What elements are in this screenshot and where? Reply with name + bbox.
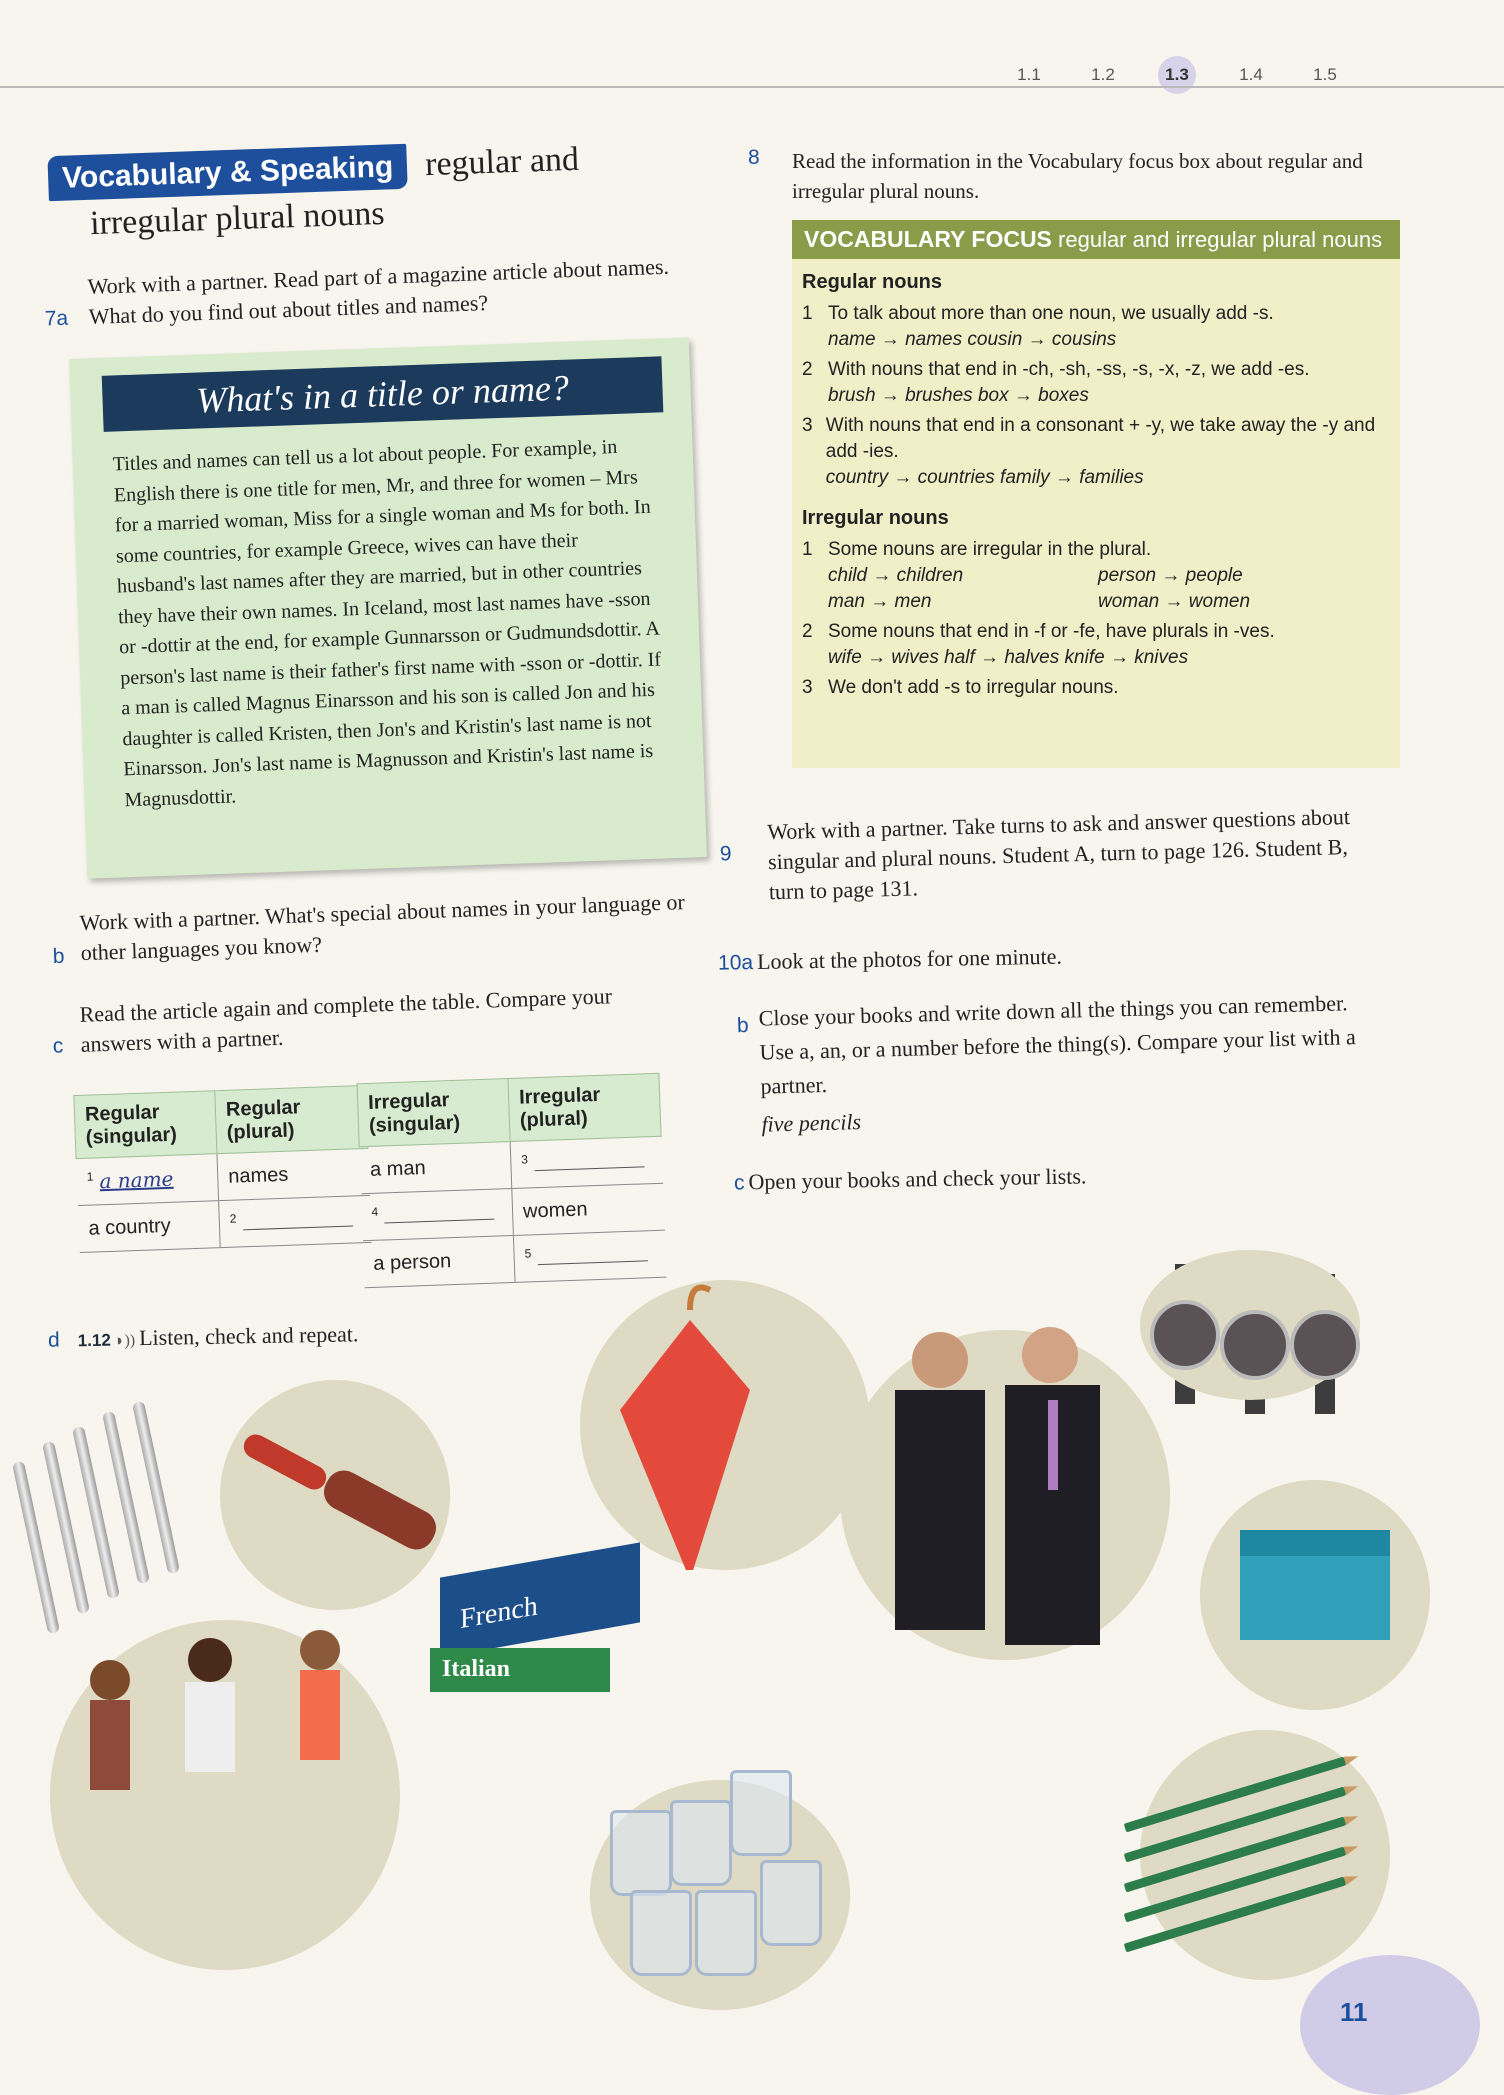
question-text: Close your books and write down all the things you can remember. Use a, an, or a number before the thing(s). Compare your list with a partner. bbox=[758, 990, 1357, 1099]
table-cell: a person bbox=[363, 1235, 516, 1287]
rule-number: 2 bbox=[802, 621, 813, 642]
article-body: Titles and names can tell us a lot about people. For example, in English there is one title for men, Mr, and three for women – Mrs for a married woman, Miss for a single woman and Ms for both. In some countries, for example Greece, wives can have their husband's last names after they are married, but in other countries they have their own names. In Iceland, most last names have -sson or -dottir at the end, for example Gunnarsson or Gudmundsdottir. A person's last name is their father's first name with -sson or -dottir. If a man is called Magnus Einarsson and his son is called Jon and his daughter is called Kristen, then Jon's and Kristin's last name is not Einarsson. Jon's last name is Magnusson and Kristin's last name is Magnusdottir. bbox=[112, 435, 662, 811]
rule-text: Some nouns that end in -f or -fe, have plurals in -ves. bbox=[828, 621, 1275, 642]
section-badge: Vocabulary & Speaking bbox=[47, 144, 408, 202]
rule-examples: brush → brushes box → boxes bbox=[828, 385, 1089, 406]
hairbrush-photo bbox=[220, 1380, 450, 1610]
nav-item[interactable]: 1.2 bbox=[1091, 65, 1115, 84]
blank-number: 5 bbox=[524, 1245, 532, 1261]
question-number: c bbox=[733, 1171, 745, 1195]
vocabulary-focus-header bbox=[792, 220, 1400, 259]
rule-item bbox=[802, 537, 1400, 615]
rule-example: child → children bbox=[828, 565, 964, 586]
question-text: Work with a partner. Read part of a magazine article about names. What do you find out about titles and names? bbox=[87, 253, 670, 329]
blank-number: 2 bbox=[229, 1211, 237, 1226]
rule-examples: name → names cousin → cousins bbox=[828, 329, 1117, 350]
answer-blank[interactable] bbox=[537, 1242, 648, 1265]
watch-icon bbox=[1150, 1300, 1220, 1370]
question-number: 8 bbox=[748, 146, 760, 169]
rule-text: Some nouns are irregular in the plural. bbox=[828, 539, 1152, 560]
header-divider bbox=[0, 86, 1504, 88]
question-number: 10a bbox=[717, 951, 754, 975]
question-number: b bbox=[52, 944, 65, 969]
rule-item bbox=[802, 619, 1400, 671]
table-header: Regular (singular) bbox=[74, 1091, 217, 1159]
glass-icon bbox=[670, 1800, 732, 1886]
question-text: Read the article again and complete the table. Compare your answers with a partner. bbox=[79, 983, 613, 1057]
table-cell: a country bbox=[78, 1201, 221, 1253]
rule-number: 2 bbox=[802, 359, 813, 380]
table-cell: a man bbox=[359, 1142, 512, 1194]
table-header: Irregular (singular) bbox=[357, 1079, 510, 1147]
question-text: Listen, check and repeat. bbox=[138, 1321, 359, 1351]
question-8 bbox=[748, 146, 1388, 206]
nav-item[interactable]: 1.1 bbox=[1017, 65, 1041, 84]
rule-number: 1 bbox=[802, 303, 813, 324]
question-text: Read the information in the Vocabulary focus box about regular and irregular plural nouns. bbox=[792, 149, 1363, 203]
rule-text: With nouns that end in a consonant + -y, we take away the -y and add -ies. bbox=[825, 415, 1376, 462]
rule-number: 3 bbox=[802, 677, 813, 698]
question-10a bbox=[718, 936, 1368, 977]
rule-item bbox=[802, 675, 1400, 701]
article-title: What's in a title or name? bbox=[102, 356, 664, 432]
nav-item[interactable]: 1.4 bbox=[1239, 65, 1263, 84]
question-number: d bbox=[47, 1328, 60, 1352]
question-text: Look at the photos for one minute. bbox=[756, 943, 1063, 974]
umbrella-photo bbox=[580, 1280, 870, 1570]
vocabulary-focus-title: regular and irregular plural nouns bbox=[1058, 227, 1383, 252]
box-photo bbox=[1200, 1480, 1430, 1710]
rule-text: We don't add -s to irregular nouns. bbox=[828, 677, 1119, 698]
answer-blank[interactable] bbox=[242, 1207, 353, 1230]
children-photo bbox=[50, 1620, 400, 1970]
hairbrush-icon bbox=[220, 1380, 450, 1610]
rule-number: 3 bbox=[802, 415, 813, 436]
book-italian: Italian bbox=[430, 1648, 610, 1692]
box-icon bbox=[1240, 1530, 1390, 1640]
watches-photo bbox=[1140, 1250, 1360, 1400]
example-answer: five pencils bbox=[761, 1109, 862, 1137]
nav-item[interactable]: 1.5 bbox=[1313, 65, 1337, 84]
audio-icon[interactable]: ◗)) bbox=[114, 1332, 136, 1350]
rule-item bbox=[802, 301, 1400, 353]
question-10c bbox=[734, 1157, 1364, 1198]
table-row bbox=[78, 1195, 371, 1252]
question-number: 9 bbox=[719, 842, 732, 866]
question-10b bbox=[736, 986, 1369, 1140]
blank-number: 1 bbox=[86, 1169, 94, 1184]
vocabulary-focus-box bbox=[792, 220, 1400, 768]
question-text: Work with a partner. What's special about names in your language or other languages you know? bbox=[79, 889, 686, 966]
regular-nouns-table bbox=[73, 1085, 371, 1253]
book-french: French bbox=[440, 1542, 640, 1657]
glass-icon bbox=[760, 1860, 822, 1946]
table-cell: women bbox=[512, 1183, 665, 1235]
blank-number: 4 bbox=[371, 1204, 379, 1219]
question-9 bbox=[719, 802, 1371, 909]
businessmen-photo bbox=[840, 1330, 1170, 1660]
vocabulary-focus-label: VOCABULARY FOCUS bbox=[804, 226, 1052, 252]
question-text: Open your books and check your lists. bbox=[748, 1163, 1087, 1195]
rule-text: With nouns that end in -ch, -sh, -ss, -s, -x, -z, we add -es. bbox=[828, 359, 1310, 380]
question-7a bbox=[43, 251, 705, 334]
rule-item bbox=[802, 357, 1400, 409]
answer-blank[interactable] bbox=[384, 1200, 495, 1223]
unit-navigation bbox=[1010, 56, 1344, 94]
table-cell: names bbox=[217, 1148, 370, 1200]
irregular-heading: Irregular nouns bbox=[802, 507, 949, 529]
rule-item bbox=[802, 413, 1400, 491]
section-heading bbox=[47, 141, 579, 198]
question-number: c bbox=[52, 1034, 64, 1058]
rule-examples: wife → wives half → halves knife → knives bbox=[828, 647, 1189, 668]
table-header: Irregular (plural) bbox=[508, 1073, 661, 1141]
glass-icon bbox=[610, 1810, 672, 1896]
section-title-line1: regular and bbox=[424, 140, 580, 184]
rule-text: To talk about more than one noun, we usually add -s. bbox=[828, 303, 1274, 324]
pencils-photo bbox=[1140, 1730, 1390, 1980]
page-number-tab bbox=[1300, 1955, 1480, 2095]
umbrella-icon bbox=[580, 1280, 870, 1570]
glass-icon bbox=[695, 1890, 757, 1976]
question-number: b bbox=[736, 1013, 749, 1038]
question-7b bbox=[51, 887, 693, 969]
audio-track[interactable]: 1.12 bbox=[77, 1330, 111, 1351]
regular-heading: Regular nouns bbox=[802, 271, 943, 293]
glass-icon bbox=[630, 1890, 692, 1976]
glass-icon bbox=[730, 1770, 792, 1856]
rule-number: 1 bbox=[802, 539, 813, 560]
section-title-line2: irregular plural nouns bbox=[89, 194, 386, 243]
page-number: 11 bbox=[1340, 1997, 1368, 2027]
question-7c bbox=[51, 979, 673, 1061]
watch-icon bbox=[1220, 1310, 1290, 1380]
magazine-article bbox=[69, 337, 707, 878]
question-number: 7a bbox=[44, 306, 69, 331]
nav-item-active[interactable]: 1.3 bbox=[1158, 56, 1196, 94]
question-text: Work with a partner. Take turns to ask and answer questions about singular and plural nouns. Student A, turn to page 126. Student B, turn to page 131. bbox=[766, 804, 1351, 905]
glasses-photo bbox=[590, 1780, 850, 2010]
rule-example: man → men bbox=[828, 591, 932, 612]
rule-examples: country → countries family → families bbox=[825, 467, 1144, 488]
table-header: Regular (plural) bbox=[215, 1085, 368, 1153]
children-icon bbox=[50, 1620, 400, 1970]
rule-example: person → people bbox=[1098, 565, 1243, 586]
rule-example: woman → women bbox=[1098, 591, 1251, 612]
dictionaries-photo bbox=[430, 1530, 670, 1750]
watch-icon bbox=[1290, 1310, 1360, 1380]
blank-number: 3 bbox=[521, 1151, 529, 1167]
question-7d bbox=[48, 1319, 359, 1354]
handwritten-answer: a name bbox=[99, 1166, 174, 1193]
answer-blank[interactable] bbox=[534, 1148, 645, 1171]
irregular-nouns-table bbox=[357, 1073, 667, 1288]
